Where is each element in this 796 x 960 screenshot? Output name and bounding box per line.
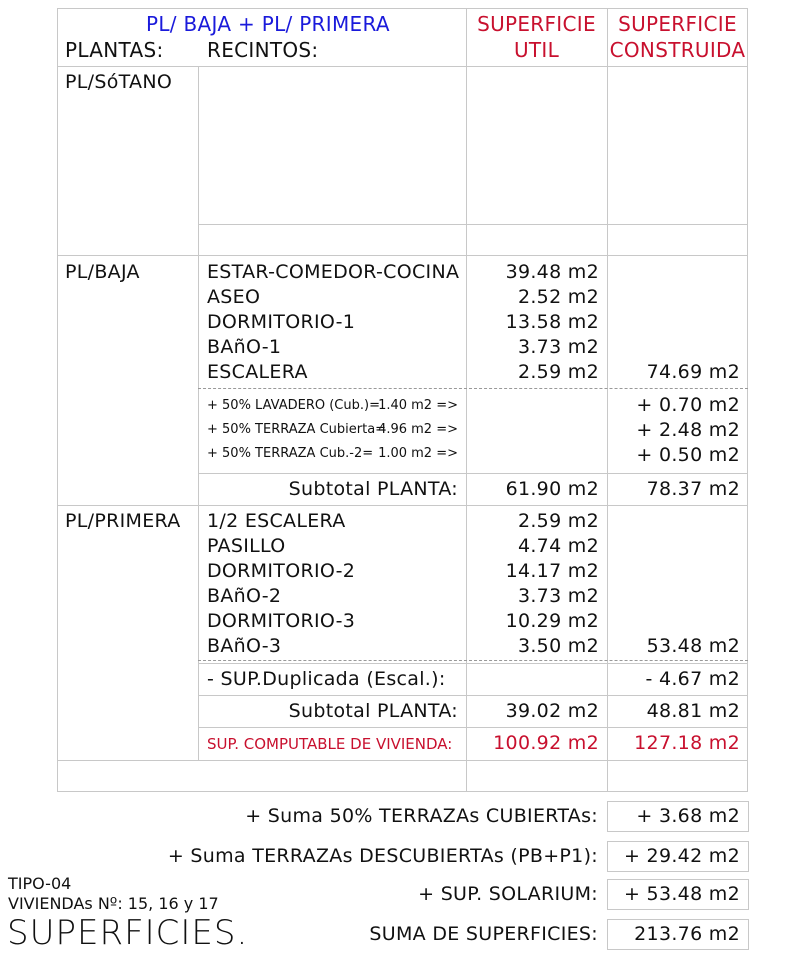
subtotal-label: Subtotal PLANTA:	[288, 700, 458, 722]
subtotal-util: 61.90 m2	[505, 478, 599, 500]
grid-line	[198, 473, 748, 474]
footer-title: SUPERFICIES.	[7, 913, 249, 953]
grid-line	[57, 66, 748, 67]
room-util: 10.29 m2	[505, 610, 599, 632]
subtotal-util: 39.02 m2	[505, 700, 599, 722]
computable-util: 100.92 m2	[493, 732, 599, 754]
grid-line	[198, 727, 748, 728]
plant-label-sotano: PL/SóTANO	[65, 71, 173, 93]
extra-value: 4.96 m2 =>	[378, 422, 458, 437]
extra-construida: + 0.70 m2	[636, 394, 740, 416]
grid-line	[198, 663, 748, 664]
grid-line	[466, 8, 467, 792]
room-name: ASEO	[207, 286, 261, 308]
extra-label: + 50% TERRAZA Cub.-2=	[207, 446, 374, 461]
computable-construida: 127.18 m2	[634, 732, 740, 754]
room-name: BAñO-3	[207, 635, 282, 657]
room-name: ESTAR-COMEDOR-COCINA	[207, 261, 460, 283]
header-subtitle: PL/ BAJA + PL/ PRIMERA	[146, 12, 390, 36]
extra-value: 1.40 m2 =>	[378, 398, 458, 413]
room-util: 3.73 m2	[517, 585, 599, 607]
summary-label: + Suma 50% TERRAZAs CUBIERTAs:	[245, 805, 598, 827]
duplicada-label: - SUP.Duplicada (Escal.):	[207, 668, 446, 690]
room-name: DORMITORIO-2	[207, 560, 356, 582]
room-util: 2.59 m2	[517, 361, 599, 383]
subtotal-label: Subtotal PLANTA:	[288, 478, 458, 500]
grid-line	[198, 695, 748, 696]
header-util-1: SUPERFICIE	[477, 12, 596, 36]
room-util: 13.58 m2	[505, 311, 599, 333]
room-name: BAñO-2	[207, 585, 282, 607]
summary-label: SUMA DE SUPERFICIES:	[369, 923, 598, 945]
header-util-2: UTIL	[513, 38, 560, 62]
extra-label: + 50% LAVADERO (Cub.)=	[207, 398, 380, 413]
duplicada-construida: - 4.67 m2	[645, 668, 740, 690]
room-name: DORMITORIO-3	[207, 610, 356, 632]
subtotal-construida: 48.81 m2	[646, 700, 740, 722]
summary-value: + 29.42 m2	[624, 845, 740, 867]
room-util: 14.17 m2	[505, 560, 599, 582]
room-name: ESCALERA	[207, 361, 308, 383]
room-util: 2.59 m2	[517, 510, 599, 532]
room-util: 4.74 m2	[517, 535, 599, 557]
plant-label-baja: PL/BAJA	[65, 261, 140, 283]
summary-value: + 53.48 m2	[624, 883, 740, 905]
grid-line	[747, 8, 748, 792]
grid-line	[57, 505, 748, 506]
summary-value: 213.76 m2	[634, 923, 740, 945]
summary-label: + Suma TERRAZAs DESCUBIERTAs (PB+P1):	[167, 845, 598, 867]
grid-line	[198, 224, 748, 225]
extra-value: 1.00 m2 =>	[378, 446, 458, 461]
summary-label: + SUP. SOLARIUM:	[418, 883, 598, 905]
room-util: 2.52 m2	[517, 286, 599, 308]
extra-construida: + 0.50 m2	[636, 444, 740, 466]
extra-label: + 50% TERRAZA Cubierta=	[207, 422, 387, 437]
grid-line	[57, 8, 748, 9]
dashed-separator	[198, 388, 748, 389]
grid-line	[57, 8, 58, 792]
room-util: 3.73 m2	[517, 336, 599, 358]
grid-line	[198, 66, 199, 760]
header-construida-1: SUPERFICIE	[618, 12, 737, 36]
header-recintos: RECINTOS:	[207, 38, 319, 62]
room-name: 1/2 ESCALERA	[207, 510, 346, 532]
room-name: BAñO-1	[207, 336, 282, 358]
room-name: PASILLO	[207, 535, 286, 557]
computable-label: SUP. COMPUTABLE DE VIVIENDA:	[207, 735, 453, 753]
plant-construida: 74.69 m2	[646, 361, 740, 383]
plant-construida: 53.48 m2	[646, 635, 740, 657]
plant-label-primera: PL/PRIMERA	[65, 510, 181, 532]
header-plantas: PLANTAS:	[65, 38, 164, 62]
room-util: 3.50 m2	[517, 635, 599, 657]
grid-line	[57, 791, 748, 792]
grid-line	[57, 255, 748, 256]
dashed-separator	[198, 660, 748, 661]
footer-viviendas: VIVIENDAs Nº: 15, 16 y 17	[8, 894, 219, 913]
subtotal-construida: 78.37 m2	[646, 478, 740, 500]
summary-value: + 3.68 m2	[636, 805, 740, 827]
room-name: DORMITORIO-1	[207, 311, 356, 333]
room-util: 39.48 m2	[505, 261, 599, 283]
extra-construida: + 2.48 m2	[636, 419, 740, 441]
grid-line	[57, 760, 748, 761]
header-construida-2: CONSTRUIDA	[609, 38, 746, 62]
footer-tipo: TIPO-04	[8, 874, 72, 893]
